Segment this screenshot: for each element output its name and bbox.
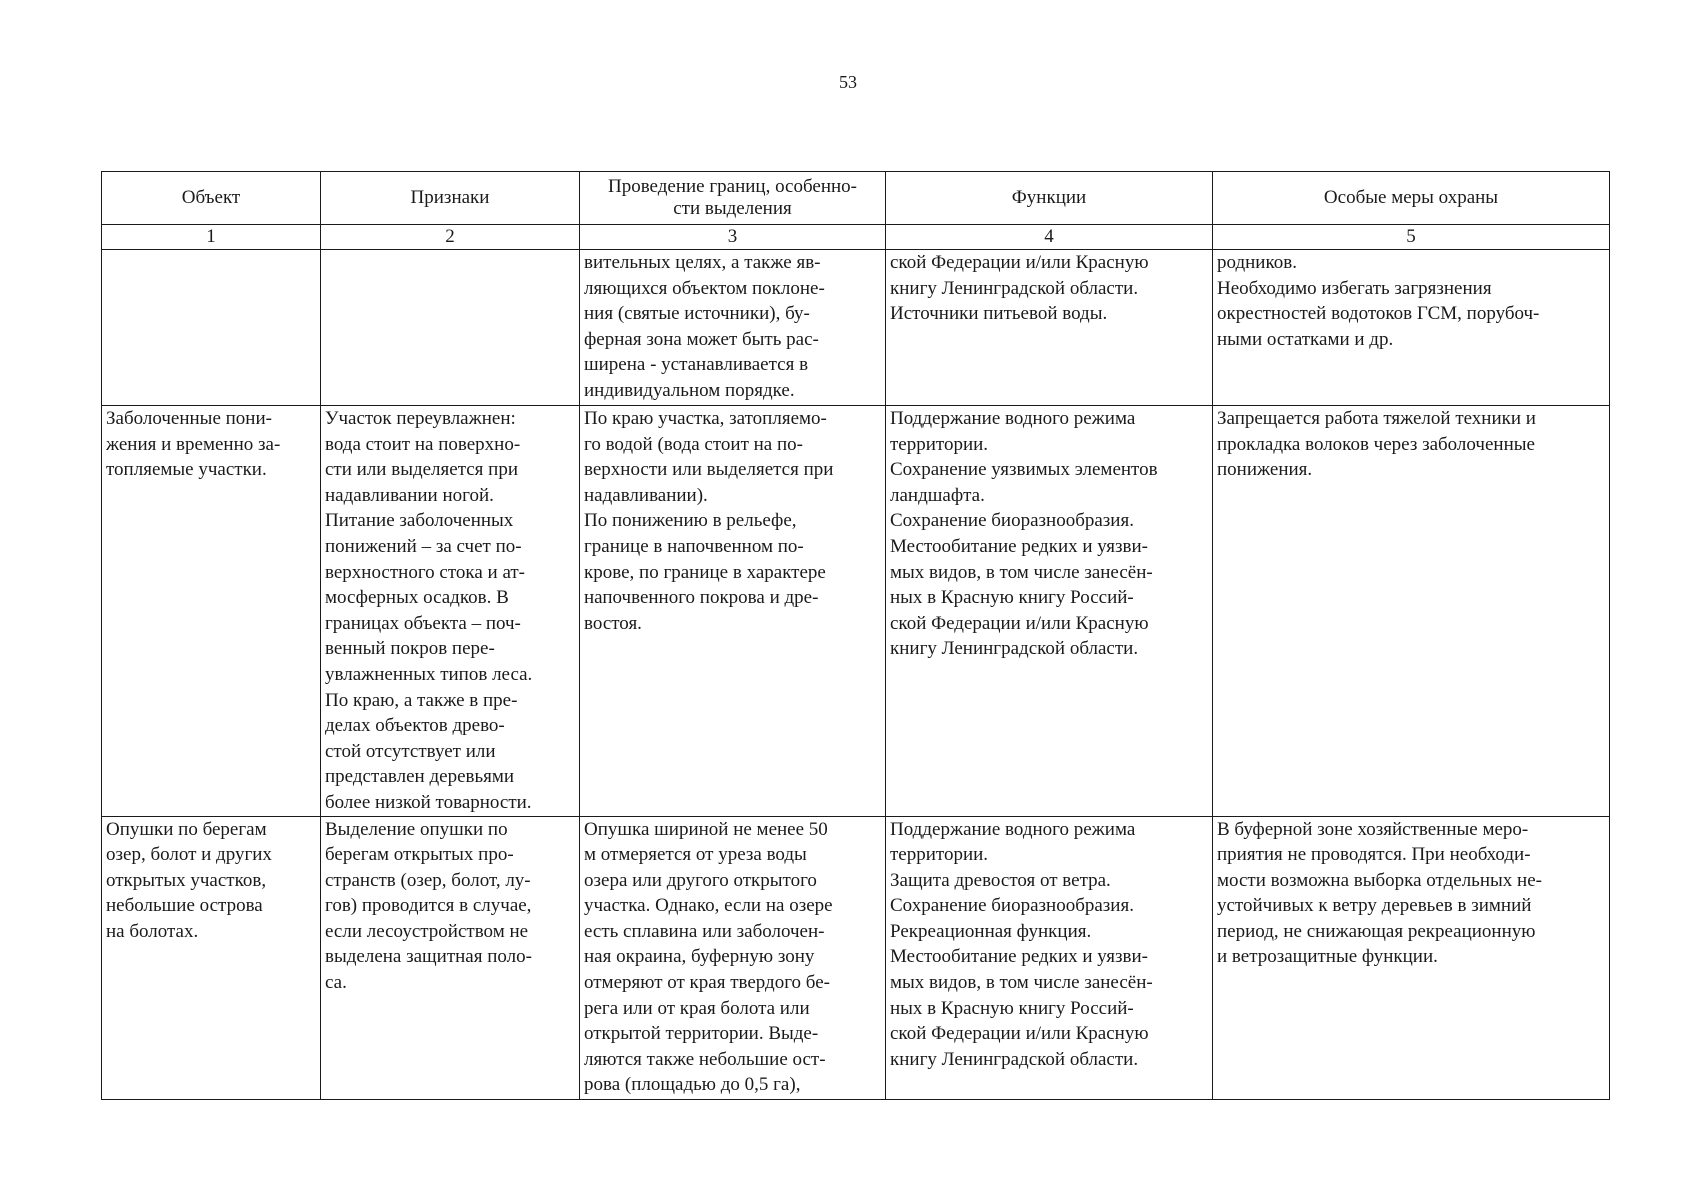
cell-boundaries: вительных целях, а также яв- ляющихся объектом поклоне- ния (святые источники), бу- ферная зона может быть рас- ширена - устанавливается в индивидуальном порядке. [580,250,886,406]
table-row [102,250,1610,406]
cell-object [102,250,321,406]
cell-functions: ской Федерации и/или Красную книгу Ленинградской области. Источники питьевой воды. [886,250,1213,406]
cell-boundaries: По краю участка, затопляемо- го водой (вода стоит на по- верхности или выделяется при надавливании). По понижению в рельефе, границе в напочвенном по- крове, по границе в характере напочвенного покрова и дре- востоя. [580,406,886,817]
header-protection-measures: Особые меры охраны [1213,172,1610,225]
cell-features: Участок переувлажнен: вода стоит на поверхно- сти или выделяется при надавливании ногой. Питание заболоченных понижений – за счет по- верхностного стока и ат- мосферных осадков. В границах объекта – поч- венный покров пере- увлажненных типов леса. По краю, а также в пре- делах объектов древо- стой отсутствует или представлен деревьями более низкой товарности. [321,406,580,817]
cell-protection-measures: Запрещается работа тяжелой техники и прокладка волоков через заболоченные понижения. [1213,406,1610,817]
header-boundaries: Проведение границ, особенно- сти выделения [580,172,886,225]
table-row [102,406,1610,817]
cell-functions: Поддержание водного режима территории. Сохранение уязвимых элементов ландшафта. Сохранение биоразнообразия. Местообитание редких и уязви- мых видов, в том числе занесён- ных в Красную книгу Россий- ской Федерации и/или Красную книгу Ленинградской области. [886,406,1213,817]
cell-features [321,250,580,406]
column-number-row [102,225,1610,250]
column-number: 5 [1213,225,1610,250]
cell-object: Заболоченные пони- жения и временно за- топляемые участки. [102,406,321,817]
table-header-row [102,172,1610,225]
cell-functions: Поддержание водного режима территории. Защита древостоя от ветра. Сохранение биоразнообразия. Рекреационная функция. Местообитание редких и уязви- мых видов, в том числе занесён- ных в Красную книгу Россий- ской Федерации и/или Красную книгу Ленинградской области. [886,816,1213,1099]
cell-object: Опушки по берегам озер, болот и других открытых участков, небольшие острова на болотах. [102,816,321,1099]
page-number: 53 [839,72,857,92]
column-number: 2 [321,225,580,250]
column-number: 1 [102,225,321,250]
cell-protection-measures: родников. Необходимо избегать загрязнения окрестностей водотоков ГСМ, порубоч- ными остатками и др. [1213,250,1610,406]
column-number: 3 [580,225,886,250]
protection-measures-table [101,171,1610,1100]
cell-boundaries: Опушка шириной не менее 50 м отмеряется от уреза воды озера или другого открытого участка. Однако, если на озере есть сплавина или заболочен- ная окраина, буферную зону отмеряют от края твердого бе- рега или от края болота или открытой территории. Выде- ляются также небольшие ост- рова (площадью до 0,5 га), [580,816,886,1099]
cell-features: Выделение опушки по берегам открытых про- странств (озер, болот, лу- гов) проводится в случае, если лесоустройством не выделена защитная поло- са. [321,816,580,1099]
header-features: Признаки [321,172,580,225]
cell-protection-measures: В буферной зоне хозяйственные меро- приятия не проводятся. При необходи- мости возможна выборка отдельных не- устойчивых к ветру деревьев в зимний период, не снижающая рекреационную и ветрозащитные функции. [1213,816,1610,1099]
header-object: Объект [102,172,321,225]
header-functions: Функции [886,172,1213,225]
table-row [102,816,1610,1099]
column-number: 4 [886,225,1213,250]
